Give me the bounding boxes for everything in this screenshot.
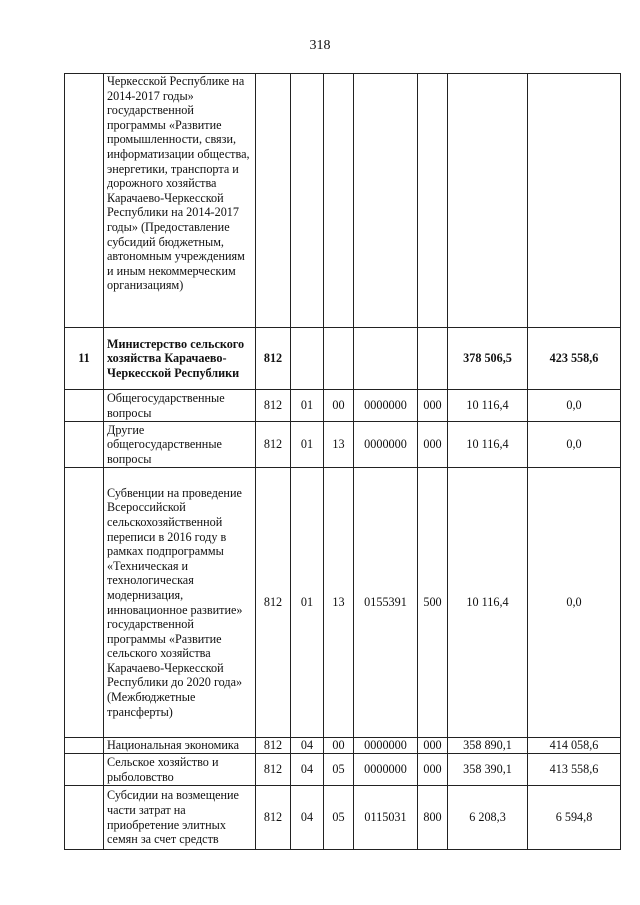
rz-code xyxy=(291,74,324,328)
pr-code: 05 xyxy=(324,786,354,850)
pr-code xyxy=(324,74,354,328)
row-name: Черкесской Республике на 2014-2017 годы» государственной программы «Развитие промышленности, связи, информатизации общества, энергетики, транспорта и дорожного хозяйства Карачаево-Черкесской Республики на 2014-2017 годы» (Предоставление субсидий бюджетным, автономным учреждениям и иным некоммерческим организациям) xyxy=(104,74,256,328)
vr-code: 800 xyxy=(418,786,448,850)
sum-2017: 0,0 xyxy=(528,422,621,468)
csr-code: 0000000 xyxy=(354,738,418,754)
rz-code: 04 xyxy=(291,738,324,754)
pr-code: 00 xyxy=(324,738,354,754)
csr-code: 0155391 xyxy=(354,468,418,738)
table-row xyxy=(65,738,621,754)
row-name: Национальная экономика xyxy=(104,738,256,754)
sum-2017: 414 058,6 xyxy=(528,738,621,754)
row-number: 11 xyxy=(65,328,104,390)
vr-code xyxy=(418,328,448,390)
table-row xyxy=(65,422,621,468)
row-number xyxy=(65,754,104,786)
row-name: Другие общегосударственные вопросы xyxy=(104,422,256,468)
rz-code xyxy=(291,328,324,390)
ved-code: 812 xyxy=(256,754,291,786)
vr-code: 000 xyxy=(418,422,448,468)
sum-2017: 423 558,6 xyxy=(528,328,621,390)
sum-2017: 413 558,6 xyxy=(528,754,621,786)
csr-code: 0000000 xyxy=(354,422,418,468)
row-name: Субвенции на проведение Всероссийской сельскохозяйственной переписи в 2016 году в рамках подпрограммы «Техническая и технологическая модернизация, инновационное развитие» государственной программы «Развитие сельского хозяйства Карачаево-Черкесской Республики до 2020 года» (Межбюджетные трансферты) xyxy=(104,468,256,738)
ved-code: 812 xyxy=(256,468,291,738)
ved-code: 812 xyxy=(256,390,291,422)
ved-code: 812 xyxy=(256,786,291,850)
sum-2016: 10 116,4 xyxy=(448,468,528,738)
table-row xyxy=(65,468,621,738)
vr-code: 500 xyxy=(418,468,448,738)
pr-code xyxy=(324,328,354,390)
sum-2017: 6 594,8 xyxy=(528,786,621,850)
sum-2016 xyxy=(448,74,528,328)
csr-code: 0000000 xyxy=(354,754,418,786)
vr-code: 000 xyxy=(418,390,448,422)
sum-2017 xyxy=(528,74,621,328)
ved-code: 812 xyxy=(256,422,291,468)
sum-2017: 0,0 xyxy=(528,390,621,422)
vr-code xyxy=(418,74,448,328)
page-number: 318 xyxy=(309,38,331,53)
ved-code: 812 xyxy=(256,738,291,754)
csr-code xyxy=(354,74,418,328)
vr-code: 000 xyxy=(418,754,448,786)
csr-code: 0115031 xyxy=(354,786,418,850)
csr-code xyxy=(354,328,418,390)
pr-code: 13 xyxy=(324,422,354,468)
sum-2016: 6 208,3 xyxy=(448,786,528,850)
row-number xyxy=(65,390,104,422)
sum-2016: 358 890,1 xyxy=(448,738,528,754)
csr-code: 0000000 xyxy=(354,390,418,422)
row-number xyxy=(65,422,104,468)
rz-code: 01 xyxy=(291,468,324,738)
rz-code: 04 xyxy=(291,786,324,850)
row-number xyxy=(65,786,104,850)
pr-code: 00 xyxy=(324,390,354,422)
row-number xyxy=(65,738,104,754)
table-row xyxy=(65,390,621,422)
sum-2016: 378 506,5 xyxy=(448,328,528,390)
budget-table xyxy=(64,73,621,850)
pr-code: 05 xyxy=(324,754,354,786)
pr-code: 13 xyxy=(324,468,354,738)
rz-code: 01 xyxy=(291,422,324,468)
sum-2017: 0,0 xyxy=(528,468,621,738)
table-row xyxy=(65,328,621,390)
table-row xyxy=(65,786,621,850)
sum-2016: 358 390,1 xyxy=(448,754,528,786)
row-name: Сельское хозяйство и рыболовство xyxy=(104,754,256,786)
rz-code: 01 xyxy=(291,390,324,422)
table-row xyxy=(65,74,621,328)
row-number xyxy=(65,468,104,738)
row-name: Субсидии на возмещение части затрат на приобретение элитных семян за счет средств xyxy=(104,786,256,850)
row-number xyxy=(65,74,104,328)
ved-code: 812 xyxy=(256,328,291,390)
ved-code xyxy=(256,74,291,328)
sum-2016: 10 116,4 xyxy=(448,390,528,422)
row-name: Общегосударственные вопросы xyxy=(104,390,256,422)
vr-code: 000 xyxy=(418,738,448,754)
row-name: Министерство сельского хозяйства Карачаево-Черкесской Республики xyxy=(104,328,256,390)
sum-2016: 10 116,4 xyxy=(448,422,528,468)
rz-code: 04 xyxy=(291,754,324,786)
table-row xyxy=(65,754,621,786)
